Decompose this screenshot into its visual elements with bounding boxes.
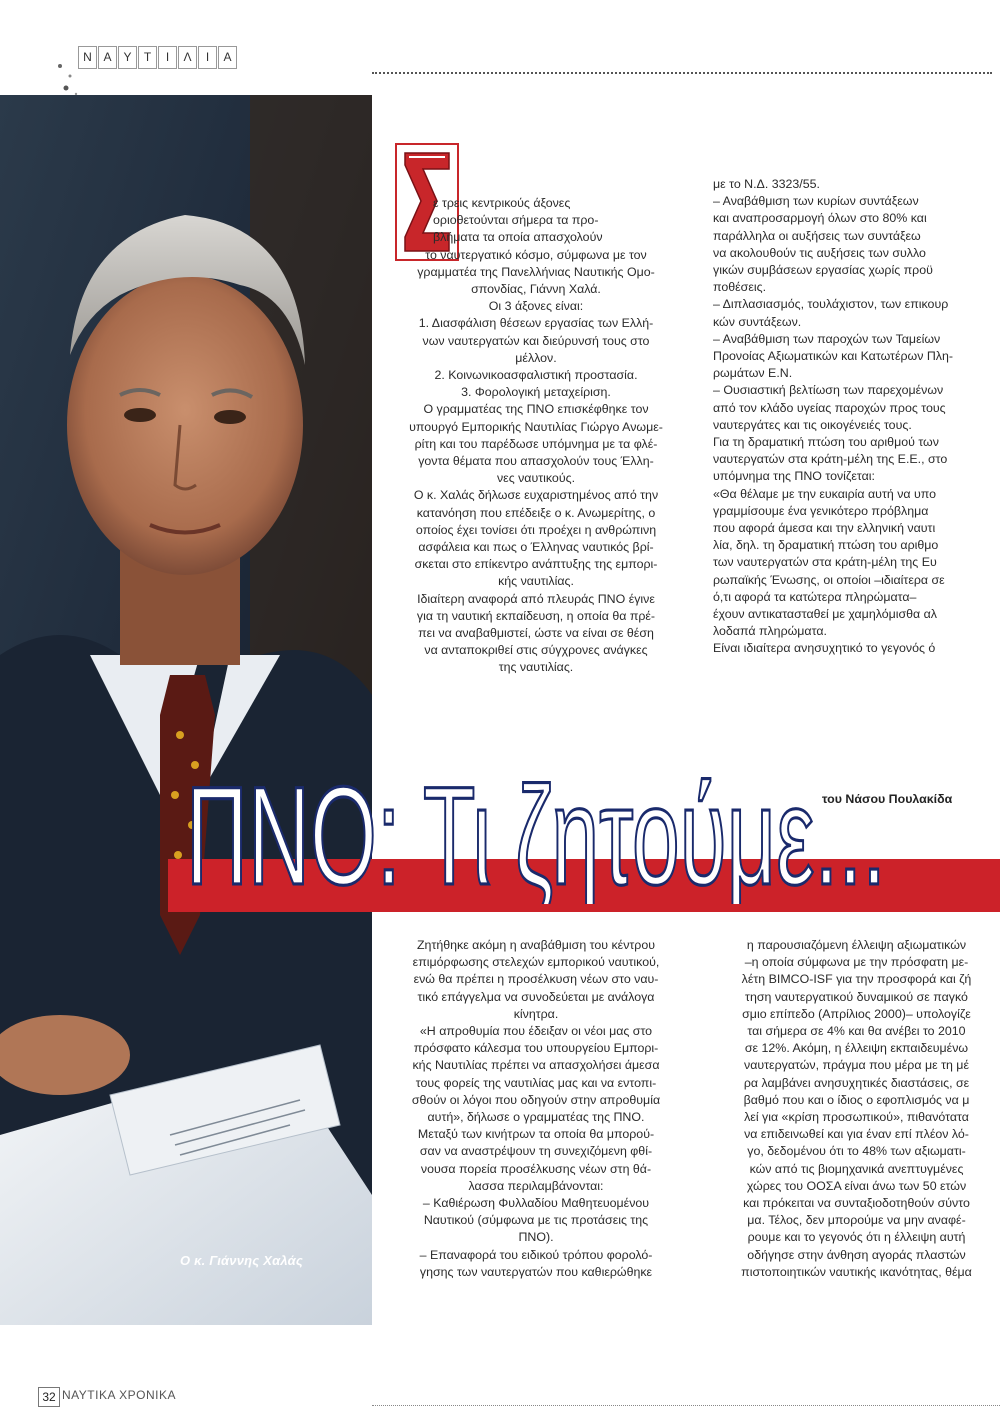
text-line: ναυτεργατών στα κράτη-μέλη της Ε.Ε., στο [713, 452, 948, 467]
text-line: κών συντάξεων. [713, 314, 802, 329]
text-line: η παρουσιαζόμενη έλλειψη αξιωματικών [746, 938, 967, 952]
publication-name: ΝΑΥΤΙΚΑ ΧΡΟΝΙΚΑ [62, 1388, 176, 1402]
text-line: να επιδεινωθεί και για έναν επί πλέον λό- [744, 1127, 969, 1142]
footer-rule [372, 1405, 1000, 1406]
text-line: από τον κλάδο υγείας παροχών προς τους [713, 400, 946, 415]
text-line: λοδαπά πληρώματα. [713, 624, 827, 639]
headline: ΠΝΟ: Τι ζητούμε... [186, 764, 886, 904]
text-line: ποθέσεις. [713, 280, 767, 295]
section-letter: Ι [198, 46, 217, 69]
photo-caption: Ο κ. Γιάννης Χαλάς [180, 1253, 303, 1268]
text-line: Μεταξύ των κινήτρων τα οποία θα μπορού- [417, 1127, 655, 1142]
text-line: – Διπλασιασμός, τουλάχιστον, των επικουρ [713, 297, 949, 312]
text-line: ρίτη και του παρέδωσε υπόμνημα με τα φλέ- [414, 436, 658, 451]
text-line: – Επαναφορά του ειδικού τρόπου φορολό- [419, 1247, 653, 1262]
text-line: και πρόκειται να συνταξιοδοτηθούν σύντο [743, 1196, 970, 1211]
section-letter: Λ [178, 46, 197, 69]
text-line: των ναυτεργατών στα κράτη-μέλη της Ευ [713, 555, 937, 570]
text-line: ρωπαϊκής Ένωσης, οι οποίοι –ιδιαίτερα σε [713, 572, 945, 587]
text-line: ναυτεργατών, πράγμα που μέρα με τη μέ [744, 1058, 969, 1073]
text-line: ασφάλεια και πως ο Έλληνας ναυτικός βρί- [418, 540, 654, 555]
text-line: μέλλον. [515, 350, 557, 365]
article-column-4 [713, 937, 1000, 1281]
text-line: νες ναυτικούς. [496, 471, 576, 486]
text-line: να ακολουθούν τις αυξήσεις των συλλο [713, 245, 926, 260]
text-line: Προνοίας Αξιωματικών και Κατωτέρων Πλη- [713, 349, 954, 364]
text-line: γησης των ναυτεργατών που καθιερώθηκε [419, 1264, 653, 1279]
text-line: –η οποία σύμφωνα με την πρόσφατη με- [744, 955, 969, 970]
text-line: ΠΝΟ). [518, 1230, 554, 1245]
section-letter: Ν [78, 46, 97, 69]
text-line: κατανόηση που επέδειξε ο κ. Ανωμερίτης, ο [416, 505, 656, 520]
text-line: οποίος έχει τονίσει ότι προέχει η ανθρώπινη [415, 522, 657, 537]
text-line: ό,τι αφορά τα κατώτερα πληρώματα– [713, 589, 917, 604]
text-line: με το Ν.Δ. 3323/55. [713, 177, 820, 191]
text-line: Είναι ιδιαίτερα ανησυχητικό το γεγονός ό [713, 641, 936, 656]
text-line: Ναυτικού (σύμφωνα με τις προτάσεις της [423, 1213, 649, 1228]
text-line: – Αναβάθμιση των παροχών των Ταμείων [713, 331, 941, 346]
section-letter: Ι [158, 46, 177, 69]
text-line: σκεται στο επίκεντρο ανάπτυξης της εμπορι- [414, 557, 658, 572]
text-line: σαν να αναστρέψουν τη συνεχιζόμενη φθί- [419, 1144, 653, 1159]
text-line: λία, δηλ. τη δραματική πτώση του αριθμο [713, 538, 939, 553]
text-line: ενώ θα πρέπει η προσέλκυση νέων στο ναυ- [413, 972, 659, 987]
text-line: γραμμίσουμε ένα γενικότερο πρόβλημα [713, 503, 929, 518]
text-line: ναυτεργάτες και τις οικογένειές τους. [713, 417, 912, 432]
text-line: γραμματέα της Πανελλήνιας Ναυτικής Ομο- [417, 264, 655, 279]
text-line: βαθμό που και ο ίδιος ο εφοπλισμός να μ [743, 1092, 970, 1107]
section-letter: Α [218, 46, 237, 69]
text-line: λέτη BIMCO-ISF για την προσφορά και ζή [741, 972, 972, 987]
text-line: τικό επάγγελμα να συνοδεύεται με ανάλογα [417, 989, 655, 1004]
text-line: Οι 3 άξονες είναι: [488, 299, 584, 314]
text-line: νων ναυτεργατών και διεύρυνσή τους στο [422, 333, 650, 348]
text-line: σε 12%. Ακόμη, η έλλειψη εκπαιδευμένω [744, 1041, 969, 1056]
text-line: λεί για «κρίση προσωπικού», πιθανότατα [744, 1110, 969, 1125]
text-line: ρουμε και το γεγονός ότι η έλλειψη αυτή [747, 1230, 966, 1245]
section-letter: Α [98, 46, 117, 69]
text-line: Για τη δραματική πτώση του αριθμού των [713, 435, 939, 450]
text-line: μα. Τέλος, δεν μπορούμε να μην αναφέ- [747, 1213, 966, 1228]
text-line: σπονδίας, Γιάννη Χαλά. [471, 282, 601, 297]
text-line: ται σήμερα σε 4% και θα ανέβει το 2010 [747, 1024, 966, 1039]
text-line: – Καθιέρωση Φυλλαδίου Μαθητευομένου [422, 1196, 650, 1211]
header-rule [372, 72, 992, 74]
text-line: πιστοποιητικών ναυτικής ικανότητας, θέμα [741, 1264, 972, 1279]
article-column-3 [383, 937, 689, 1281]
text-line: γοντα θέματα που απασχολούν τους Έλλη- [418, 454, 654, 469]
text-line: παράλληλα οι αυξήσεις των συντάξεω [713, 228, 921, 243]
section-label [78, 46, 238, 69]
page-number: 32 [38, 1387, 60, 1407]
text-line: κίνητρα. [513, 1006, 559, 1021]
text-line: «Η απροθυμία που έδειξαν οι νέοι μας στο [419, 1024, 653, 1039]
text-line: 1. Διασφάλιση θέσεων εργασίας των Ελλή- [418, 316, 654, 331]
section-letter: Υ [118, 46, 137, 69]
text-line: σθούν οι λόγοι που οδηγούν στην απροθυμία [411, 1092, 661, 1107]
portrait-photo [0, 95, 372, 1325]
text-line: να ανταποκριθεί στις σύγχρονες ανάγκες [424, 643, 648, 658]
text-line: νουσα πορεία προσέλκυσης νέων στη θά- [420, 1161, 652, 1176]
text-line: Ο κ. Χαλάς δήλωσε ευχαριστημένος από την [413, 488, 659, 503]
text-line: υπουργό Εμπορικής Ναυτιλίας Γιώργο Ανωμε- [409, 419, 663, 434]
text-line: υπόμνημα της ΠΝΟ τονίζεται: [713, 469, 875, 484]
text-line: λασσα περιλαμβάνονται: [468, 1178, 604, 1193]
headline-wrap [168, 764, 1000, 904]
text-line: οδήγησε στην άνθηση αγοράς πλαστών [747, 1247, 966, 1262]
text-line: ρα λαμβάνει ανησυχητικές διαστάσεις, σε [743, 1075, 970, 1090]
text-line: Ιδιαίτερη αναφορά από πλευράς ΠΝΟ έγινε [417, 591, 655, 606]
text-line: – Ουσιαστική βελτίωση των παρεχομένων [713, 383, 944, 398]
text-line: Ζητήθηκε ακόμη η αναβάθμιση του κέντρου [416, 938, 656, 952]
text-line: Ο γραμματέας της ΠΝΟ επισκέφθηκε τον [423, 402, 649, 417]
article-column-2 [713, 176, 1000, 658]
text-line: κών από τις βιομηχανικά ανεπτυγμένες [749, 1161, 964, 1176]
text-line: το ναυτεργατικό κόσμο, σύμφωνα με τον [425, 247, 647, 262]
text-line: πει να αναβαθμιστεί, ώστε να είναι σε θέση [418, 626, 654, 641]
text-line: σμιο επίπεδο (Απρίλιος 2000)– υπολογίζε [742, 1006, 971, 1021]
text-line: – Αναβάθμιση των κυρίων συντάξεων [713, 194, 919, 209]
text-line: που αφορά άμεσα και την ελληνική ναυτι [713, 521, 936, 536]
byline: του Νάσου Πουλακίδα [822, 792, 953, 806]
text-line: γο, δεδομένου ότι το 48% των αξιωματι- [747, 1144, 966, 1159]
text-line: τους φορείς της ναυτιλίας μας και να εντοπι- [415, 1075, 657, 1090]
text-line: και αναπροσαρμογή όλων στο 80% και [713, 211, 927, 226]
text-line: τηση ναυτεργατικού δυναμικού σε παγκό [745, 989, 968, 1004]
text-line: οριοθετούνται σήμερα τα προ- [433, 213, 599, 228]
section-letter: Τ [138, 46, 157, 69]
text-line: ε τρεις κεντρικούς άξονες [433, 196, 571, 210]
text-line: χώρες του ΟΟΣΑ είναι άνω των 50 ετών [746, 1178, 967, 1193]
text-line: πρόσφατο κάλεσμα του υπουργείου Εμπορι- [413, 1041, 659, 1056]
text-line: κής ναυτιλίας. [498, 574, 574, 589]
text-line: γικών συμβάσεων εργασίας χωρίς προϋ [713, 263, 933, 278]
text-line: αυτή», δήλωσε ο γραμματέας της ΠΝΟ. [427, 1110, 645, 1125]
text-line: κής Ναυτιλίας πρέπει να απασχολήσει άμεσα [412, 1058, 660, 1073]
text-line: έχουν αντικατασταθεί με χαμηλόμισθα αλ [713, 607, 937, 622]
article-column-1 [383, 195, 689, 677]
text-line: για τη ναυτική εκπαίδευση, η οποία θα πρέ- [416, 608, 656, 623]
text-line: βλήματα τα οποία απασχολούν [433, 230, 603, 245]
text-line: επιμόρφωσης στελεχών εμπορικού ναυτικού, [412, 955, 660, 970]
text-line: 2. Κοινωνικοασφαλιστική προστασία. [434, 368, 638, 383]
text-line: 3. Φορολογική μεταχείριση. [461, 385, 611, 400]
text-line: ρωμάτων Ε.Ν. [713, 366, 793, 381]
text-line: της ναυτιλίας. [498, 660, 574, 675]
text-line: «Θα θέλαμε με την ευκαιρία αυτή να υπο [713, 486, 937, 501]
